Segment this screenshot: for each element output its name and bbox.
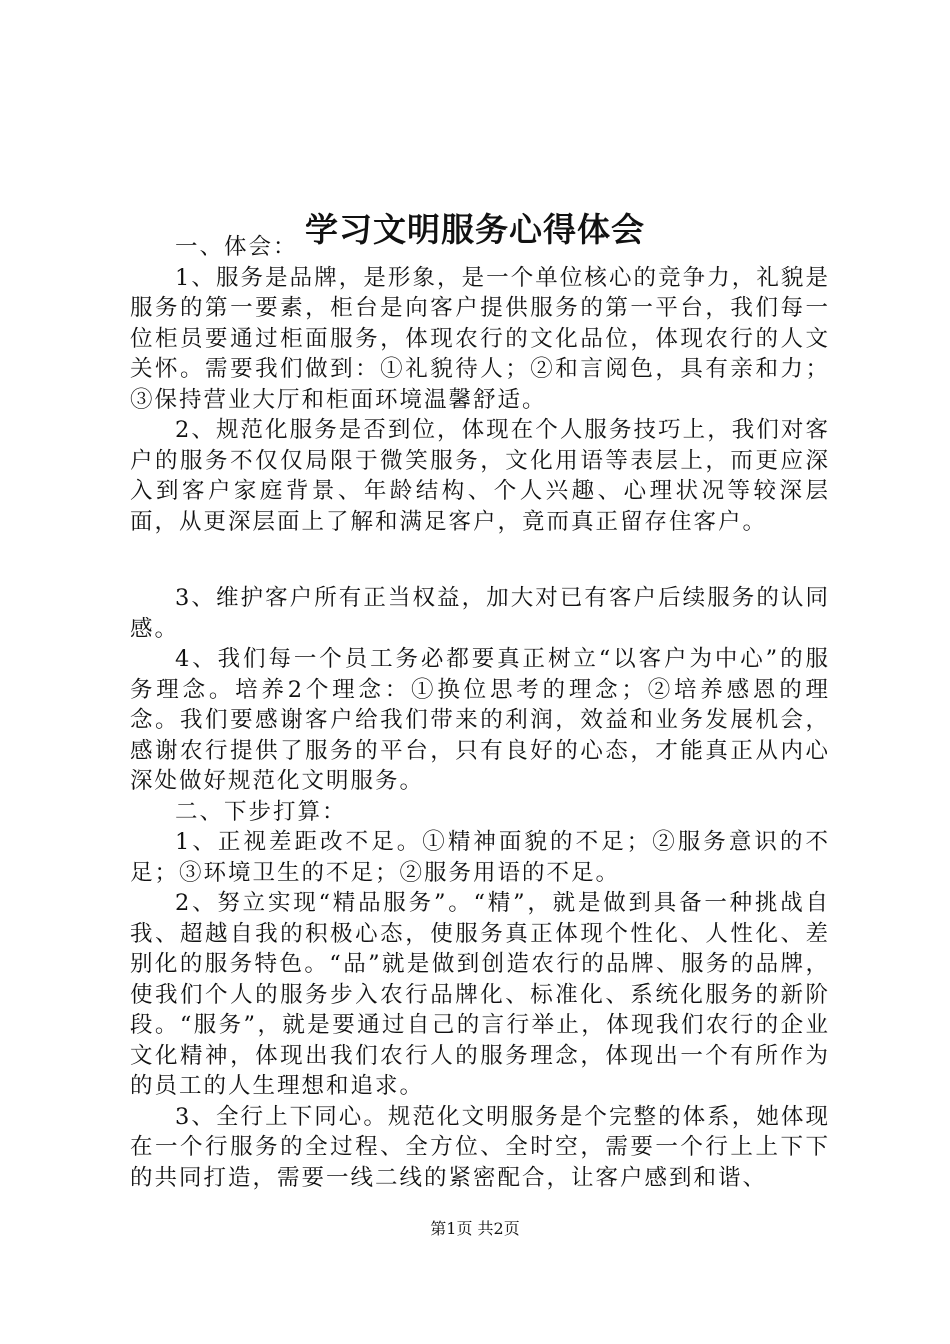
paragraph-gap	[130, 537, 830, 583]
document-body	[130, 232, 830, 1193]
paragraph-4: 4、我们每一个员工务必都要真正树立“以客户为中心”的服务理念。培养2个理念：①换位思考的理念；②培养感恩的理念。我们要感谢客户给我们带来的利润，效益和业务发展机会，感谢农行提供了服务的平台，只有良好的心态，才能真正从内心深处做好规范化文明服务。	[130, 646, 830, 794]
document-title: 学习文明服务心得体会	[305, 210, 645, 250]
paragraph-3: 3、维护客户所有正当权益，加大对已有客户后续服务的认同感。	[130, 585, 830, 642]
paragraph-5: 1、正视差距改不足。①精神面貌的不足；②服务意识的不足；③环境卫生的不足；②服务用语的不足。	[130, 829, 830, 886]
paragraph-2: 2、规范化服务是否到位，体现在个人服务技巧上，我们对客户的服务不仅仅局限于微笑服务，文化用语等表层上，而更应深入到客户家庭背景、年龄结构、个人兴趣、心理状况等较深层面，从更深层面上了解和满足客户，竟而真正留存住客户。	[130, 417, 830, 535]
paragraph-1: 1、服务是品牌，是形象，是一个单位核心的竞争力，礼貌是服务的第一要素，柜台是向客户提供服务的第一平台，我们每一位柜员要通过柜面服务，体现农行的文化品位，体现农行的人文关怀。需要我们做到：①礼貌待人；②和言阅色，具有亲和力；③保持营业大厅和柜面环境温馨舒适。	[130, 264, 830, 413]
paragraph-7: 3、全行上下同心。规范化文明服务是个完整的体系，她体现在一个行服务的全过程、全方位、全时空，需要一个行上上下下的共同打造，需要一线二线的紧密配合，让客户感到和谐、	[130, 1103, 830, 1191]
section-heading-1: 一、体会：	[175, 234, 298, 260]
paragraph-6: 2、努立实现“精品服务”。“精”，就是做到具备一种挑战自我、超越自我的积极心态，使服务真正体现个性化、人性化、差别化的服务特色。“品”就是做到创造农行的品牌、服务的品牌，使我们个人的服务步入农行品牌化、标准化、系统化服务的新阶段。“服务”，就是要通过自己的言行举止，体现我们农行的企业文化精神，体现出我们农行人的服务理念，体现出一个有所作为的员工的人生理想和追求。	[130, 890, 830, 1099]
section-heading-2: 二、下步打算：	[175, 798, 347, 825]
page-footer: 第1页 共2页	[430, 1219, 520, 1238]
